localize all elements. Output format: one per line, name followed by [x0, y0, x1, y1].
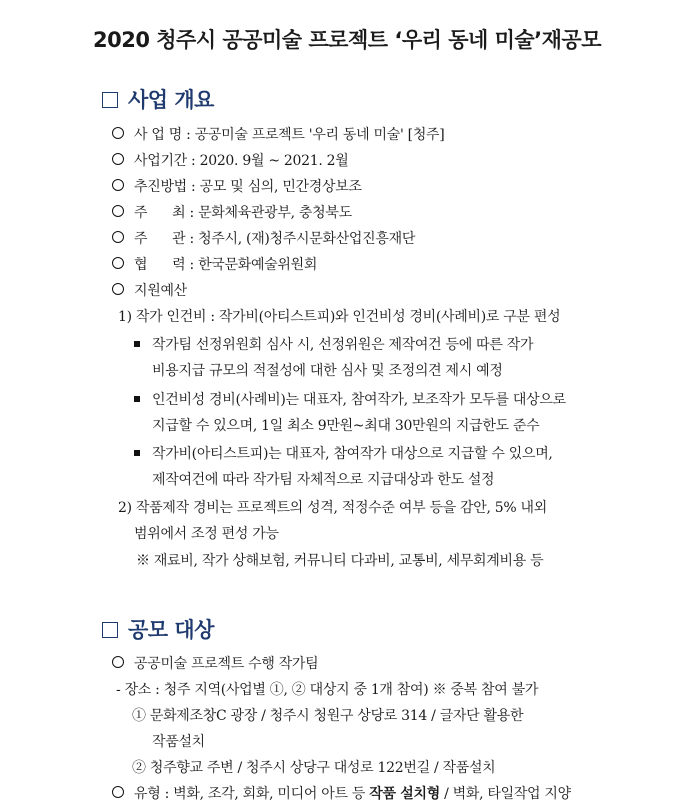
- section-heading-text: 공모 대상: [128, 618, 214, 642]
- circle-bullet-icon: [112, 205, 124, 217]
- overview-text: 사 업 명 : 공공미술 프로젝트 '우리 동네 미술' [청주]: [134, 127, 445, 143]
- target-site-1-continued: 작품설치: [152, 734, 205, 750]
- circle-bullet-icon: [112, 283, 124, 295]
- section-heading-target: [102, 614, 214, 644]
- target-site-1: ① 문화제조창C 광장 / 청주시 청원구 상당로 314 / 글자단 활용한: [132, 708, 524, 724]
- overview-item: [112, 124, 444, 144]
- overview-item: [112, 202, 352, 222]
- overview-item: [112, 254, 317, 274]
- budget-bullet: [134, 443, 553, 463]
- target-text: 공공미술 프로젝트 수행 작가팀: [134, 656, 319, 672]
- overview-text: 협 력 : 한국문화예술위원회: [134, 257, 318, 273]
- overview-text: 주 최 : 문화체육관광부, 충청북도: [134, 205, 352, 221]
- type-suffix-text: / 벽화, 타일작업 지양: [439, 786, 571, 802]
- document-title: 2020 청주시 공공미술 프로젝트 ‘우리 동네 미술’재공모: [93, 28, 601, 52]
- overview-text: 주 관 : 청주시, (재)청주시문화산업진흥재단: [134, 231, 416, 247]
- target-item: [112, 653, 318, 673]
- bullet-text: 작가비(아티스트피)는 대표자, 참여작가 대상으로 지급할 수 있으며,: [152, 446, 553, 462]
- budget-item-2-continued: 범위에서 조정 편성 가능: [134, 526, 279, 542]
- circle-bullet-icon: [112, 257, 124, 269]
- budget-bullet: [134, 334, 533, 354]
- budget-item-1: 1) 작가 인건비 : 작가비(아티스트피)와 인건비성 경비(사례비)로 구분 편성: [118, 309, 561, 325]
- circle-bullet-icon: [112, 127, 124, 139]
- overview-item: [112, 280, 187, 300]
- overview-text: 사업기간 : 2020. 9월 ~ 2021. 2월: [134, 153, 349, 169]
- circle-bullet-icon: [112, 231, 124, 243]
- circle-bullet-icon: [112, 786, 124, 798]
- overview-text: 지원예산: [134, 283, 187, 299]
- target-place: - 장소 : 청주 지역(사업별 ①, ② 대상지 중 1개 참여) ※ 중복 참여 불가: [116, 682, 539, 698]
- square-bullet-icon: [134, 341, 140, 347]
- target-type: [112, 783, 571, 803]
- budget-note: ※ 재료비, 작가 상해보험, 커뮤니티 다과비, 교통비, 세무회계비용 등: [136, 553, 544, 569]
- overview-item: [112, 228, 415, 248]
- budget-bullet-continued: 비용지급 규모의 적절성에 대한 심사 및 조정의견 제시 예정: [152, 363, 503, 379]
- checkbox-square-icon: [102, 622, 118, 638]
- circle-bullet-icon: [112, 153, 124, 165]
- overview-item: [112, 150, 348, 170]
- checkbox-square-icon: [102, 92, 118, 108]
- circle-bullet-icon: [112, 179, 124, 191]
- target-site-2: ② 청주향교 주변 / 청주시 상당구 대성로 122번길 / 작품설치: [132, 760, 496, 776]
- section-heading-text: 사업 개요: [128, 88, 214, 112]
- square-bullet-icon: [134, 396, 140, 402]
- type-prefix-text: 유형 : 벽화, 조각, 회화, 미디어 아트 등: [134, 786, 370, 802]
- budget-item-2: 2) 작품제작 경비는 프로젝트의 성격, 적정수준 여부 등을 감안, 5% 내외: [118, 500, 548, 516]
- overview-item: [112, 176, 362, 196]
- overview-text: 추진방법 : 공모 및 심의, 민간경상보조: [134, 179, 362, 195]
- square-bullet-icon: [134, 450, 140, 456]
- budget-bullet-continued: 지급할 수 있으며, 1일 최소 9만원~최대 30만원의 지급한도 준수: [152, 418, 540, 434]
- budget-bullet-continued: 제작여건에 따라 작가팀 자체적으로 지급대상과 한도 설정: [152, 472, 495, 488]
- budget-bullet: [134, 389, 566, 409]
- bullet-text: 인건비성 경비(사례비)는 대표자, 참여작가, 보조작가 모두를 대상으로: [152, 392, 566, 408]
- bullet-text: 작가팀 선정위원회 심사 시, 선정위원은 제작여건 등에 따른 작가: [152, 337, 534, 353]
- type-bold-text: 작품 설치형: [369, 786, 440, 802]
- circle-bullet-icon: [112, 656, 124, 668]
- section-heading-overview: [102, 84, 214, 114]
